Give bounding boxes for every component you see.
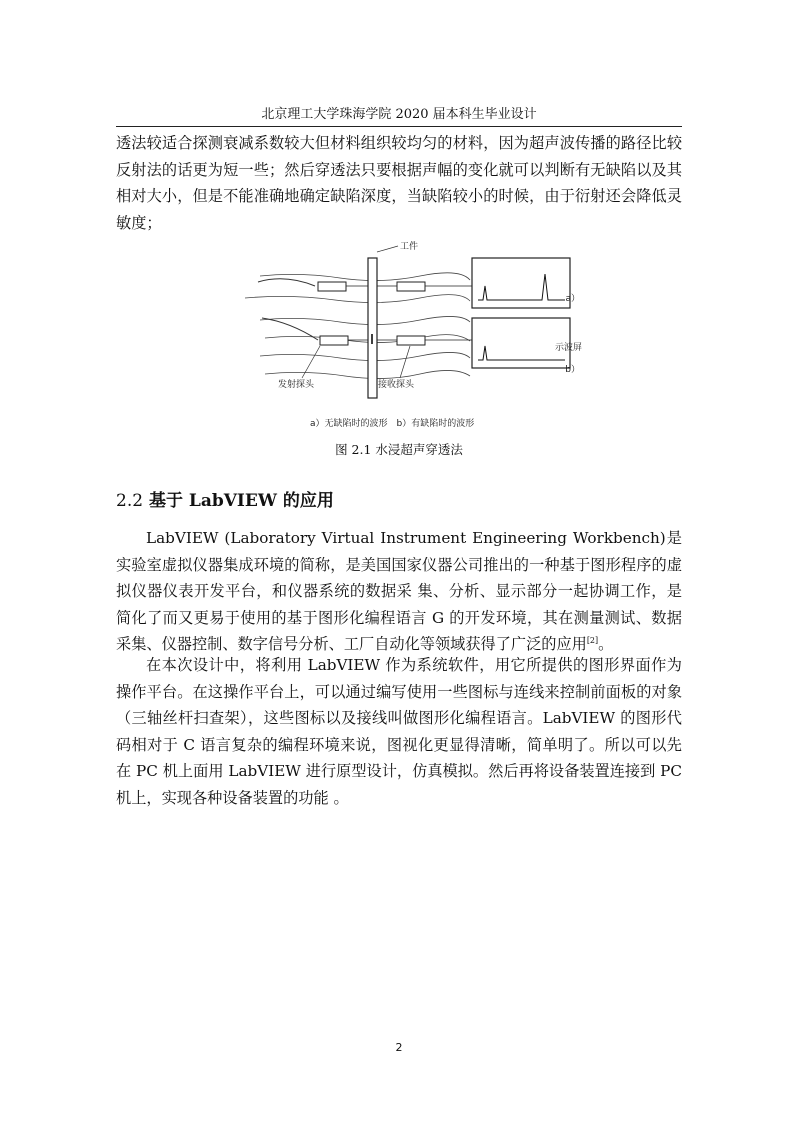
label-a: a）	[565, 294, 580, 304]
workpiece-pointer	[377, 246, 398, 252]
transmit-probe-a	[318, 282, 346, 291]
page-number: 2	[395, 1041, 403, 1054]
workpiece	[368, 258, 377, 398]
paragraph-design-plan: 在本次设计中，将利用 LabVIEW 作为系统软件，用它所提供的图形界面作为操作平台。在这操作平台上，可以通过编写使用一些图标与连线来控制前面板的对象（三轴丝杆扫查架），这些图标以及接线叫做图形化编程语言。LabVIEW 的图形代码相对于 C 语言复杂的编程环境来说，图视化更显得清晰，简单明了。所以可以先在 PC 机上面用 LabVIEW 进行原型设计，仿真模拟。然后再将设备装置连接到 PC 机上，实现各种设备装置的功能 。	[116, 656, 682, 807]
figure-legend: a）无缺陷时的波形 b）有缺陷时的波形	[310, 419, 475, 429]
receive-probe-b	[397, 336, 425, 345]
section-number: 2.2	[116, 491, 144, 511]
citation-ref[interactable]: [2]	[586, 635, 599, 645]
pointer-receive	[400, 346, 410, 378]
header-rule	[116, 126, 682, 127]
page-header: 北京理工大学珠海学院 2020 届本科生毕业设计	[261, 107, 537, 122]
label-screen: 示波屏	[554, 343, 582, 353]
section-heading	[116, 490, 334, 512]
figure-caption: 图 2.1 水浸超声穿透法	[335, 442, 463, 457]
paragraph-labview-intro	[116, 525, 682, 658]
section-title: 基于 LabVIEW 的应用	[148, 491, 334, 511]
water-lines	[245, 273, 470, 379]
label-workpiece: 工件	[400, 242, 419, 252]
paragraph-labview-end: 。	[598, 635, 614, 653]
label-b: b）	[565, 365, 580, 375]
label-transmit-probe: 发射探头	[278, 380, 315, 390]
transmit-probe-b	[320, 336, 348, 345]
cable-a	[258, 279, 315, 286]
label-receive-probe: 接收探头	[378, 380, 415, 390]
receive-probe-a	[397, 282, 425, 291]
paragraph-labview-text: LabVIEW (Laboratory Virtual Instrument Engineering Workbench)是实验室虚拟仪器集成环境的简称，是美国国家仪器公司推出的一种基于图形程序的虚拟仪器仪表开发平台，和仪器系统的数据采 集、分析、显示部分一起协调工作，是简化了而又更易于使用的基于图形化编程语言 G 的开发环境，其在测量测试、数据采集、仪器控制、数字信号分析、工厂自动化等领域获得了广泛的应用	[116, 529, 682, 653]
paragraph-transmission-method: 透法较适合探测衰减系数较大但材料组织较均匀的材料，因为超声波传播的路径比较反射法的话更为短一些；然后穿透法只要根据声幅的变化就可以判断有无缺陷以及其相对大小，但是不能准确地确定缺陷深度，当缺陷较小的时候，由于衍射还会降低灵敏度；	[116, 134, 682, 232]
figure-immersion-ultrasonic	[240, 238, 582, 438]
figure-diagram	[240, 238, 582, 438]
